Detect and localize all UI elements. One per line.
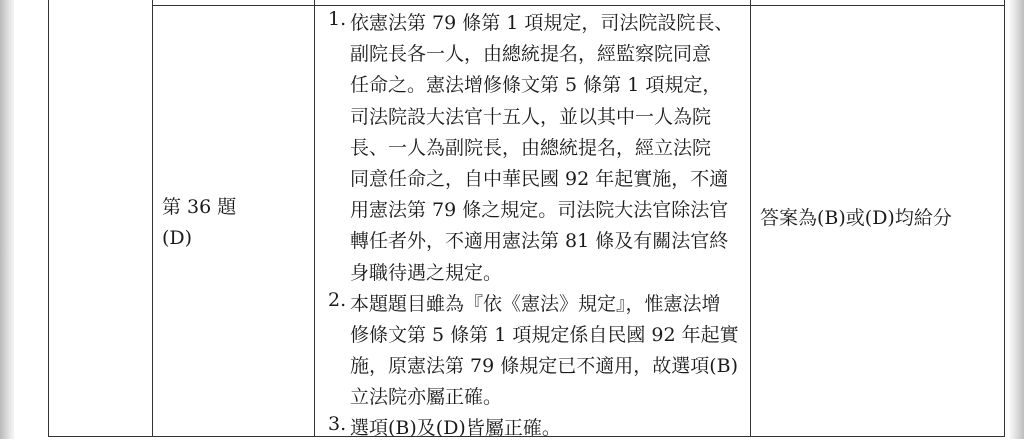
page-edge-shadow-left: [0, 0, 14, 439]
table-border-top: [152, 5, 1005, 6]
explanation-item: [322, 289, 752, 414]
item-line: 修條文第 5 條第 1 項規定係自民國 92 年起實: [350, 323, 739, 346]
item-number: 3.: [328, 413, 347, 436]
explanation-item: [322, 8, 752, 289]
table-border-col2: [314, 0, 315, 437]
question-number: 第 36 題: [162, 196, 237, 218]
item-number: 2.: [328, 288, 347, 311]
item-line: 立法院亦屬正確。: [350, 386, 503, 409]
table-border-right: [1004, 0, 1005, 437]
question-answer: (D): [162, 227, 193, 249]
item-line: 身職待遇之規定。: [350, 261, 503, 284]
table-border-col1: [152, 0, 153, 437]
item-line: 轉任者外，不適用憲法第 81 條及有關法官終: [350, 230, 729, 253]
question-cell: [162, 192, 236, 254]
item-line: 用憲法第 79 條之規定。司法院大法官除法官: [350, 199, 729, 222]
item-line: 任命之。憲法增修條文第 5 條第 1 項規定，: [350, 74, 722, 97]
page-edge-shadow-right: [1010, 0, 1024, 439]
item-line: 同意任命之，自中華民國 92 年起實施，不適: [350, 167, 729, 190]
table-border-left: [48, 0, 49, 437]
result-cell: 答案為(B)或(D)均給分: [760, 207, 952, 229]
item-line: 施，原憲法第 79 條規定已不適用，故選項(B): [350, 355, 739, 378]
item-line: 選項(B)及(D)皆屬正確。: [350, 417, 561, 440]
explanation-item: [322, 413, 752, 444]
item-line: 副院長各一人，由總統提名，經監察院同意: [350, 43, 712, 66]
item-line: 司法院設大法官十五人，並以其中一人為院: [350, 105, 712, 128]
item-line: 本題題目雖為『依《憲法》規定』，惟憲法增: [350, 292, 721, 315]
item-line: 長、一人為副院長，由總統提名，經立法院: [350, 136, 712, 159]
item-number: 1.: [328, 8, 347, 30]
explanation-cell: [322, 8, 752, 445]
item-line: 依憲法第 79 條第 1 項規定，司法院設院長、: [350, 12, 734, 34]
